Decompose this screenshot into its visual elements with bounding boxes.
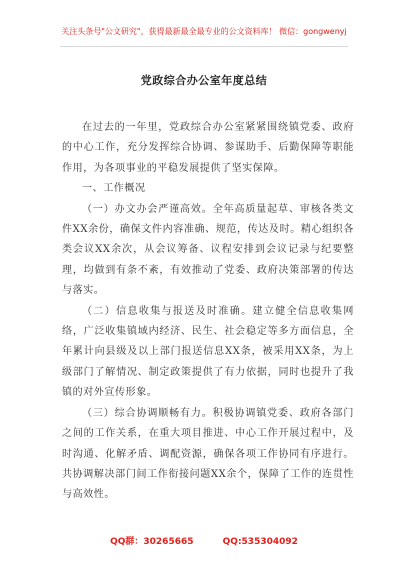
- document-title: 党政综合办公室年度总结: [140, 74, 268, 87]
- paragraph-document-meetings: （一）办文办会严谨高效。全年高质量起草、审核各类文件XX余份，确保文件内容准确、规范，传达及时。精心组织各类会议XX余次，从会议筹备、议程安排到会议记录与纪要整理，均做到有条不紊，有效推动了党委、政府决策部署的传达与落实。: [62, 203, 354, 297]
- footer-qq-group: QQ群：30265665: [110, 537, 194, 547]
- paragraph-coordination: （三）综合协调顺畅有力。积极协调镇党委、政府各部门之间的工作关系，在重大项目推进、中心工作开展过程中，及时沟通、化解矛盾、调配资源，确保各项工作协同有序进行。共协调解决部门间工作衔接问题XX余个，保障了工作的连贯性与高效性。: [62, 407, 354, 501]
- footer-contact: [0, 534, 408, 547]
- header-note: 关注头条号"公文研究"，获得最新最全最专业的公文资料库！ 微信：gongwenyj: [61, 27, 347, 36]
- section-heading: 一、工作概况: [82, 183, 146, 195]
- paragraph-information-reporting: （二）信息收集与报送及时准确。建立健全信息收集网络，广泛收集镇域内经济、民生、社会稳定等多方面信息，全年累计向县级及以上部门报送信息XX条，被采用XX条，为上级部门了解情况、制定政策提供了有力依据，同时也提升了我镇的对外宣传形象。: [62, 305, 354, 399]
- footer-qq-number: QQ:535304092: [222, 537, 298, 547]
- document-body: [62, 118, 354, 506]
- header-divider: [60, 46, 348, 47]
- intro-paragraph: 在过去的一年里，党政综合办公室紧紧围绕镇党委、政府的中心工作，充分发挥综合协调、参谋助手、后勤保障等职能作用，为各项事业的平稳发展提供了坚实保障。: [62, 122, 354, 174]
